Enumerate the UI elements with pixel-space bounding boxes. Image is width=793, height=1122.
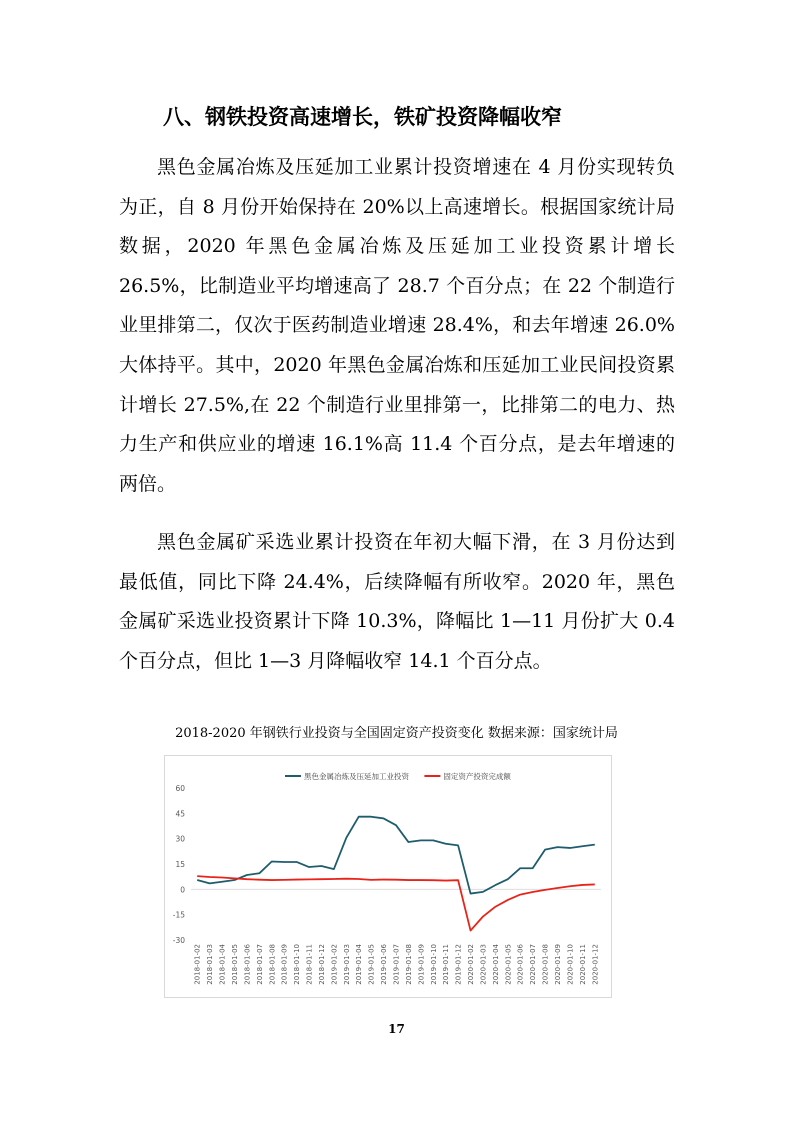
x-tick-label: 2019-01-09: [417, 944, 426, 985]
x-tick-label: 2018-01-07: [255, 944, 264, 985]
x-tick-label: 2020-01-11: [578, 944, 587, 985]
x-tick-label: 2018-01-10: [293, 944, 302, 985]
x-tick-label: 2019-01-07: [392, 944, 401, 985]
x-tick-label: 2020-01-04: [491, 944, 500, 985]
x-tick-label: 2018-01-12: [317, 944, 326, 985]
y-tick-label: -15: [172, 910, 185, 920]
x-tick-label: 2019-01-06: [380, 944, 389, 985]
x-tick-label: 2018-01-08: [268, 944, 277, 985]
x-tick-label: 2018-01-11: [305, 944, 314, 985]
y-tick-label: 60: [175, 784, 185, 793]
x-tick-label: 2020-01-08: [541, 944, 550, 985]
x-tick-label: 2020-01-10: [566, 944, 575, 985]
page-number: 17: [388, 1022, 405, 1036]
series-line-1: [197, 817, 595, 894]
x-tick-label: 2019-01-04: [355, 944, 364, 985]
x-tick-label: 2018-01-02: [193, 944, 202, 985]
x-tick-label: 2020-01-09: [554, 944, 563, 985]
x-tick-label: 2020-01-05: [504, 944, 513, 985]
x-tick-label: 2019-01-10: [429, 944, 438, 985]
paragraph-iron-ore-investment: 黑色金属矿采选业累计投资在年初大幅下滑，在 3 月份达到最低值，同比下降 24.4%，后续降幅有所收窄。2020 年，黑色金属矿采选业投资累计下降 10.3%，降幅比 1—11 月份扩大 0.4 个百分点，但比 1—3 月降幅收窄 14.1 个百分点。: [119, 531, 675, 672]
legend-label-2: 固定资产投资完成额: [443, 772, 511, 781]
x-tick-label: 2019-01-05: [367, 944, 376, 985]
y-tick-label: 0: [180, 885, 185, 895]
x-tick-label: 2020-01-02: [467, 944, 476, 985]
section-heading: 八、钢铁投资高速增长，铁矿投资降幅收窄: [163, 105, 562, 129]
x-tick-label: 2019-01-12: [454, 944, 463, 985]
x-tick-label: 2019-01-08: [404, 944, 413, 985]
legend-label-1: 黑色金属冶炼及压延加工业投资: [304, 772, 409, 781]
x-tick-label: 2019-01-02: [330, 944, 339, 985]
x-tick-label: 2019-01-03: [342, 944, 351, 985]
x-tick-label: 2018-01-09: [280, 944, 289, 985]
x-tick-label: 2018-01-05: [230, 944, 239, 985]
x-tick-label: 2018-01-06: [243, 944, 252, 985]
x-tick-label: 2018-01-04: [218, 944, 227, 985]
x-tick-label: 2020-01-12: [591, 944, 600, 985]
y-tick-label: 45: [175, 809, 185, 819]
x-tick-label: 2020-01-03: [479, 944, 488, 985]
chart-canvas: [165, 756, 613, 999]
x-tick-label: 2019-01-11: [442, 944, 451, 985]
series-line-2: [197, 876, 595, 930]
y-tick-label: -30: [172, 936, 185, 945]
x-tick-label: 2018-01-03: [206, 944, 215, 985]
paragraph-steel-investment: 黑色金属冶炼及压延加工业累计投资增速在 4 月份实现转负为正，自 8 月份开始保持在 20%以上高速增长。根据国家统计局数据，2020 年黑色金属冶炼及压延加工业投资累计增长 26.5%，比制造业平均增速高了 28.7 个百分点；在 22 个制造行业里排第二，仅次于医药制造业增速 28.4%，和去年增速 26.0%大体持平。其中，2020 年黑色金属冶炼和压延加工业民间投资累计增长 27.5%,在 22 个制造行业里排第一，比排第二的电力、热力生产和供应业的增速 16.1%高 11.4 个百分点，是去年增速的两倍。: [119, 156, 675, 495]
x-tick-label: 2020-01-06: [516, 944, 525, 985]
y-tick-label: 30: [175, 834, 185, 844]
x-tick-label: 2020-01-07: [529, 944, 538, 985]
chart-caption: 2018-2020 年钢铁行业投资与全国固定资产投资变化 数据来源：国家统计局: [175, 726, 618, 741]
investment-chart: [164, 755, 612, 998]
y-tick-label: 15: [175, 860, 185, 869]
